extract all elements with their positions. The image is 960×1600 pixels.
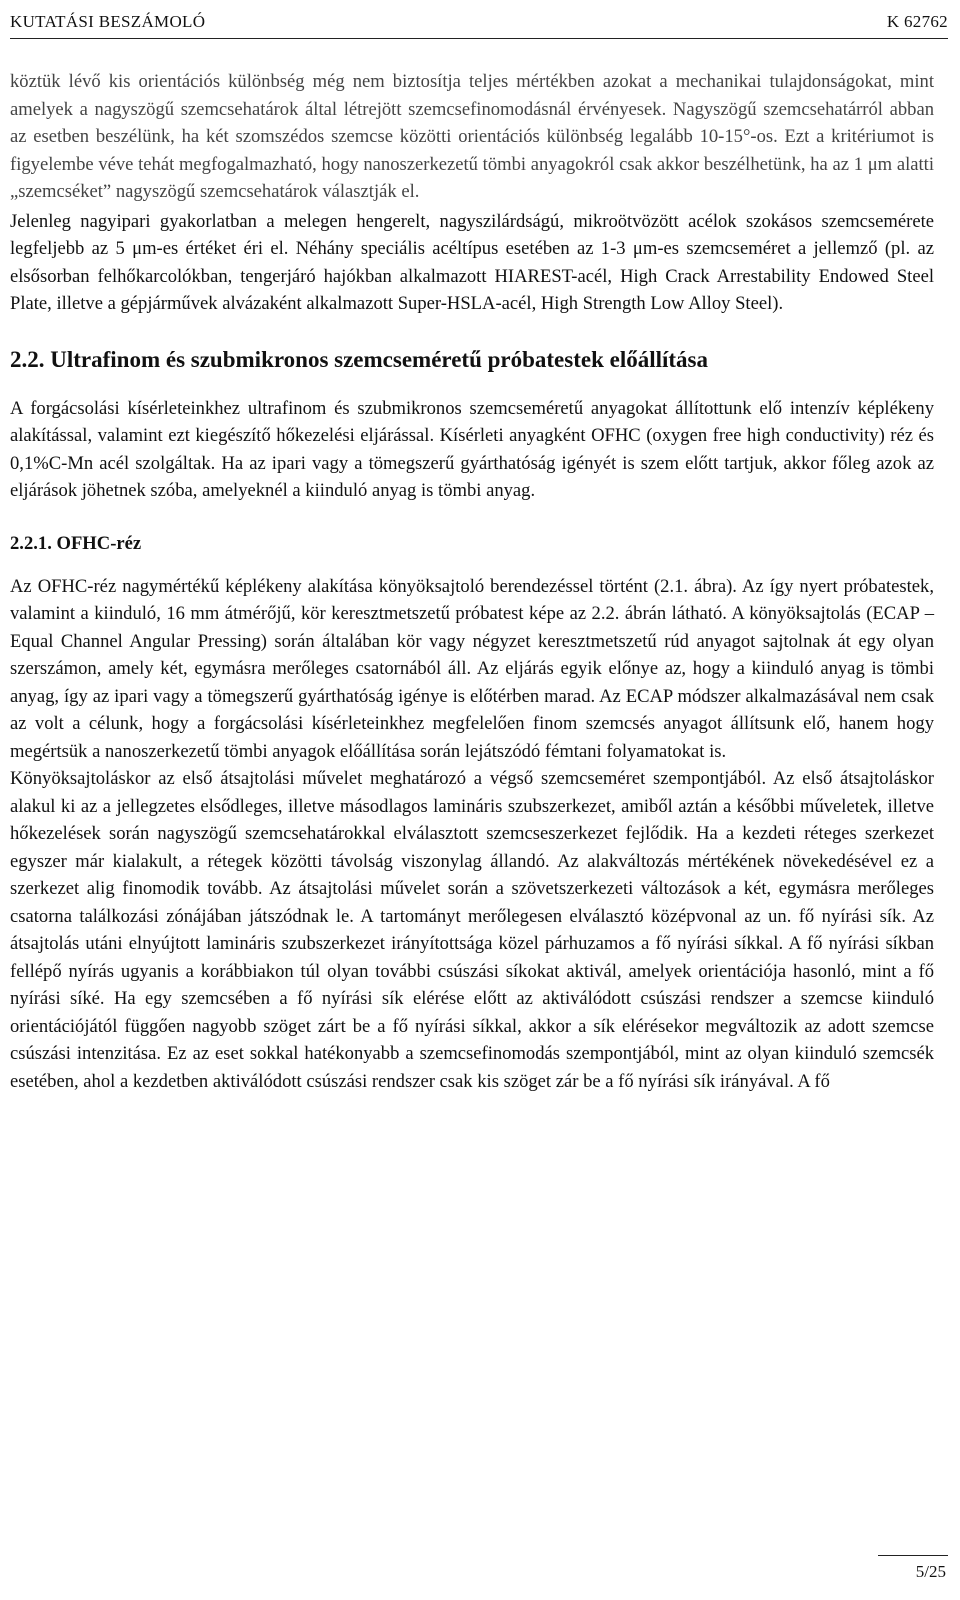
paragraph-specimen-preparation: A forgácsolási kísérleteinkhez ultrafinom és szubmikronos szemcseméretű anyagokat állítottunk elő intenzív képlékeny alakítással, valamint ezt kiegészítő hőkezelési eljárással. Kísérleti anyagként OFHC (oxygen free high conductivity) réz és 0,1%C-Mn acél szolgáltak. Ha az ipari vagy a tömegszerű gyárthatóság igényét is szem előtt tartjuk, akkor főleg azok az eljárások jöhetnek szóba, amelyeknél a kiinduló anyag is tömbi anyag.: [10, 397, 934, 501]
report-title: KUTATÁSI BESZÁMOLÓ: [10, 12, 206, 31]
paragraph-grain-boundary: köztük lévő kis orientációs különbség még nem biztosítja teljes mértékben azokat a mechanikai tulajdonságokat, mint amelyek a nagyszögű szemcsehatárok által létrejött szemcsefinomodásnál érvényesek. Nagyszögű szemcsehatárról abban az esetben beszélünk, ha két szomszédos szemcse közötti orientációs különbség legalább 10-15°-os. Ezt a kritériumot is figyelembe véve tehát megfogalmazható, hogy nanoszerkezetű tömbi anyagokról csak akkor beszélhetünk, ha az 1 μm alatti „szemcséket” nagyszögű szemcsehatárok választják el.: [10, 71, 934, 202]
section-heading-2-2: 2.2. Ultrafinom és szubmikronos szemcseméretű próbatestek előállítása: [10, 346, 709, 372]
project-id: K 62762: [886, 12, 948, 31]
page-header: [10, 8, 948, 39]
page-number: 5/25: [915, 1562, 946, 1581]
paragraph-industrial-steel: Jelenleg nagyipari gyakorlatban a melegen hengerelt, nagyszilárdságú, mikroötvözött acélok szokásos szemcsemérete legfeljebb az 5 μm-es értéket éri el. Néhány speciális acéltípus esetében az 1-3 μm-es szemcseméret a jellemző (pl. az elsősorban felhőkarcolókban, tengerjáró hajókban alkalmazott HIAREST-acél, High Crack Arrestability Endowed Steel Plate, illetve a gépjárművek alvázaként alkalmazott Super-HSLA-acél, High Strength Low Alloy Steel).: [10, 210, 934, 314]
footer-rule: [878, 1555, 948, 1556]
paragraph-ecap: Az OFHC-réz nagymértékű képlékeny alakítása könyöksajtoló berendezéssel történt (2.1. ábra). Az így nyert próbatestek, valamint a kiinduló, 16 mm átmérőjű, kör keresztmetszetű próbatest képe az 2.2. ábrán látható. A könyöksajtolás (ECAP – Equal Channel Angular Pressing) során általában kör vagy négyzet keresztmetszetű rúd anyagot sajtolnak át egy olyan szerszámon, amely két, egymásra merőleges csatornából áll. Az eljárás egyik előnye az, hogy a kiinduló anyag is tömbi anyag, így az ipari vagy a tömegszerű gyárthatóság igénye is előtérben marad. Az ECAP módszer alkalmazásával nem csak az volt a célunk, hogy a forgácsolási kísérleteinkhez megfelelően finom szemcsés anyagot állítsunk elő, hanem hogy megértsük a nanoszerkezetű tömbi anyagok előállítása során lejátszódó fémtani folyamatokat is.: [10, 575, 934, 762]
paragraph-first-pass: Könyöksajtoláskor az első átsajtolási művelet meghatározó a végső szemcseméret szempontjából. Az első átsajtoláskor alakul ki az a jellegzetes elsődleges, illetve másodlagos lamináris szubszerkezet, amiből aztán a későbbi műveletek, illetve hőkezelések során nagyszögű szemcsehatárokkal elválasztott szemcseszerkezet fejlődik. Ha a kezdeti réteges szerkezet egyszer már kialakult, a rétegek közötti távolság viszonylag állandó. Az alakváltozás mértékének növekedésével ez a szerkezet alig finomodik tovább. Az átsajtolási művelet során a szövetszerkezeti változások a két, egymásra merőleges csatorna találkozási zónájában játszódnak le. A tartományt merőlegesen elválasztó középvonal az un. fő nyírási sík. Az átsajtolás utáni elnyújtott lamináris szubszerkezet irányítottsága közel párhuzamos a fő nyírási síkkal. A fő nyírási síkban fellépő nyírás ugyanis a korábbiakon túl olyan további csúszási síkokat aktivál, amelyek orientációja hasonló, mint a fő nyírási síké. Ha egy szemcsében a fő nyírási sík elérése előtt az aktiválódott csúszási rendszer a szemcse kiinduló orientációjától függően nagyobb szöget zárt be a fő nyírási síkkal, akkor a sík elérésekor megváltozik az adott szemcse csúszási intenzitása. Ez az eset sokkal hatékonyabb a szemcsefinomodás szempontjából, mint az olyan kiinduló szemcsék esetében, ahol a kezdetben aktiválódott csúszási rendszer csak kis szöget zár be a fő nyírási sík irányával. A fő: [10, 768, 934, 1092]
page-body: [10, 68, 934, 1095]
page-footer: [10, 1555, 948, 1585]
subsection-heading-2-2-1: 2.2.1. OFHC-réz: [10, 532, 142, 554]
